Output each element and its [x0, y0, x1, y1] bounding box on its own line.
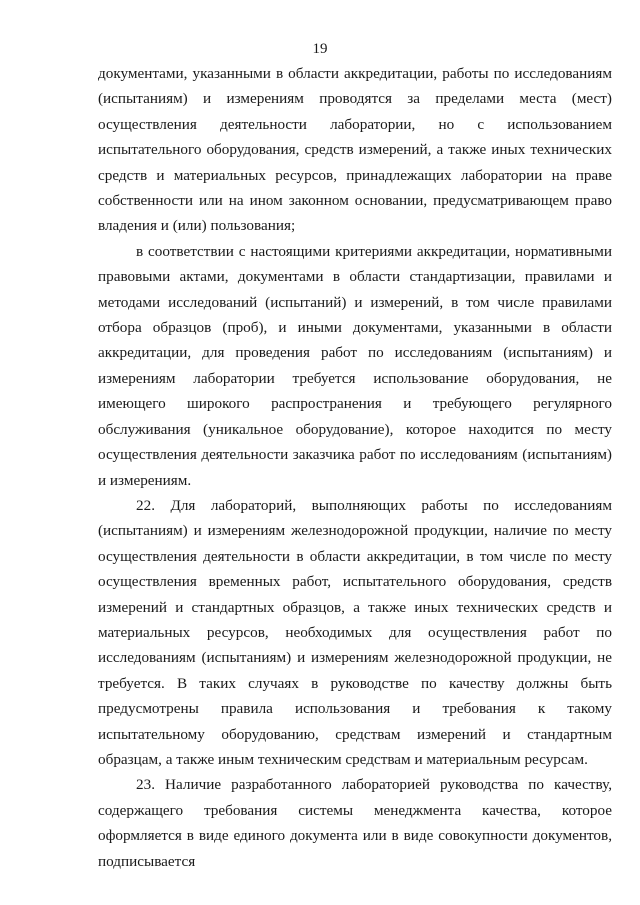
paragraph-item-22: 22. Для лабораторий, выполняющих работы по исследованиям (испытаниям) и измерениям железнодорожной продукции, наличие по месту осуществления деятельности в области аккредитации, в том числе по месту осуществления временных работ, испытательного оборудования, средств измерений и стандартных образцов, а также иных технических средств и материальных ресурсов, необходимых для осуществления работ по исследованиям (испытаниям) и измерениям железнодорожной продукции, не требуется. В таких случаях в руководстве по качеству должны быть предусмотрены правила использования и требования к такому испытательному оборудованию, средствам измерений и стандартным образцам, а также иным техническим средствам и материальным ресурсам.: [98, 496, 612, 768]
document-body: [98, 61, 612, 874]
paragraph-continuation: документами, указанными в области аккредитации, работы по исследованиям (испытаниям) и измерениям проводятся за пределами места (мест) осуществления деятельности лаборатории, но с использованием испытательного оборудования, средств измерений, а также иных технических средств и материальных ресурсов, принадлежащих лаборатории на праве собственности или на ином законном основании, предусматривающем право владения и (или) пользования;: [98, 65, 612, 235]
page-number: 19: [312, 41, 328, 57]
paragraph-unique-equipment: в соответствии с настоящими критериями аккредитации, нормативными правовыми актами, документами в области стандартизации, правилами и методами исследований (испытаний) и измерений, в том числе правилами отбора образцов (проб), и иными документами, указанными в области аккредитации, для проведения работ по исследованиям (испытаниям) и измерениям лаборатории требуется использование оборудования, не имеющего широкого распространения и требующего регулярного обслуживания (уникальное оборудование), которое находится по месту осуществления деятельности заказчика работ по исследованиям (испытаниям) и измерениям.: [98, 242, 612, 489]
paragraph-item-23: 23. Наличие разработанного лабораторией руководства по качеству, содержащего требования системы менеджмента качества, которое оформляется в виде единого документа или в виде совокупности документов, подписывается: [98, 776, 612, 870]
